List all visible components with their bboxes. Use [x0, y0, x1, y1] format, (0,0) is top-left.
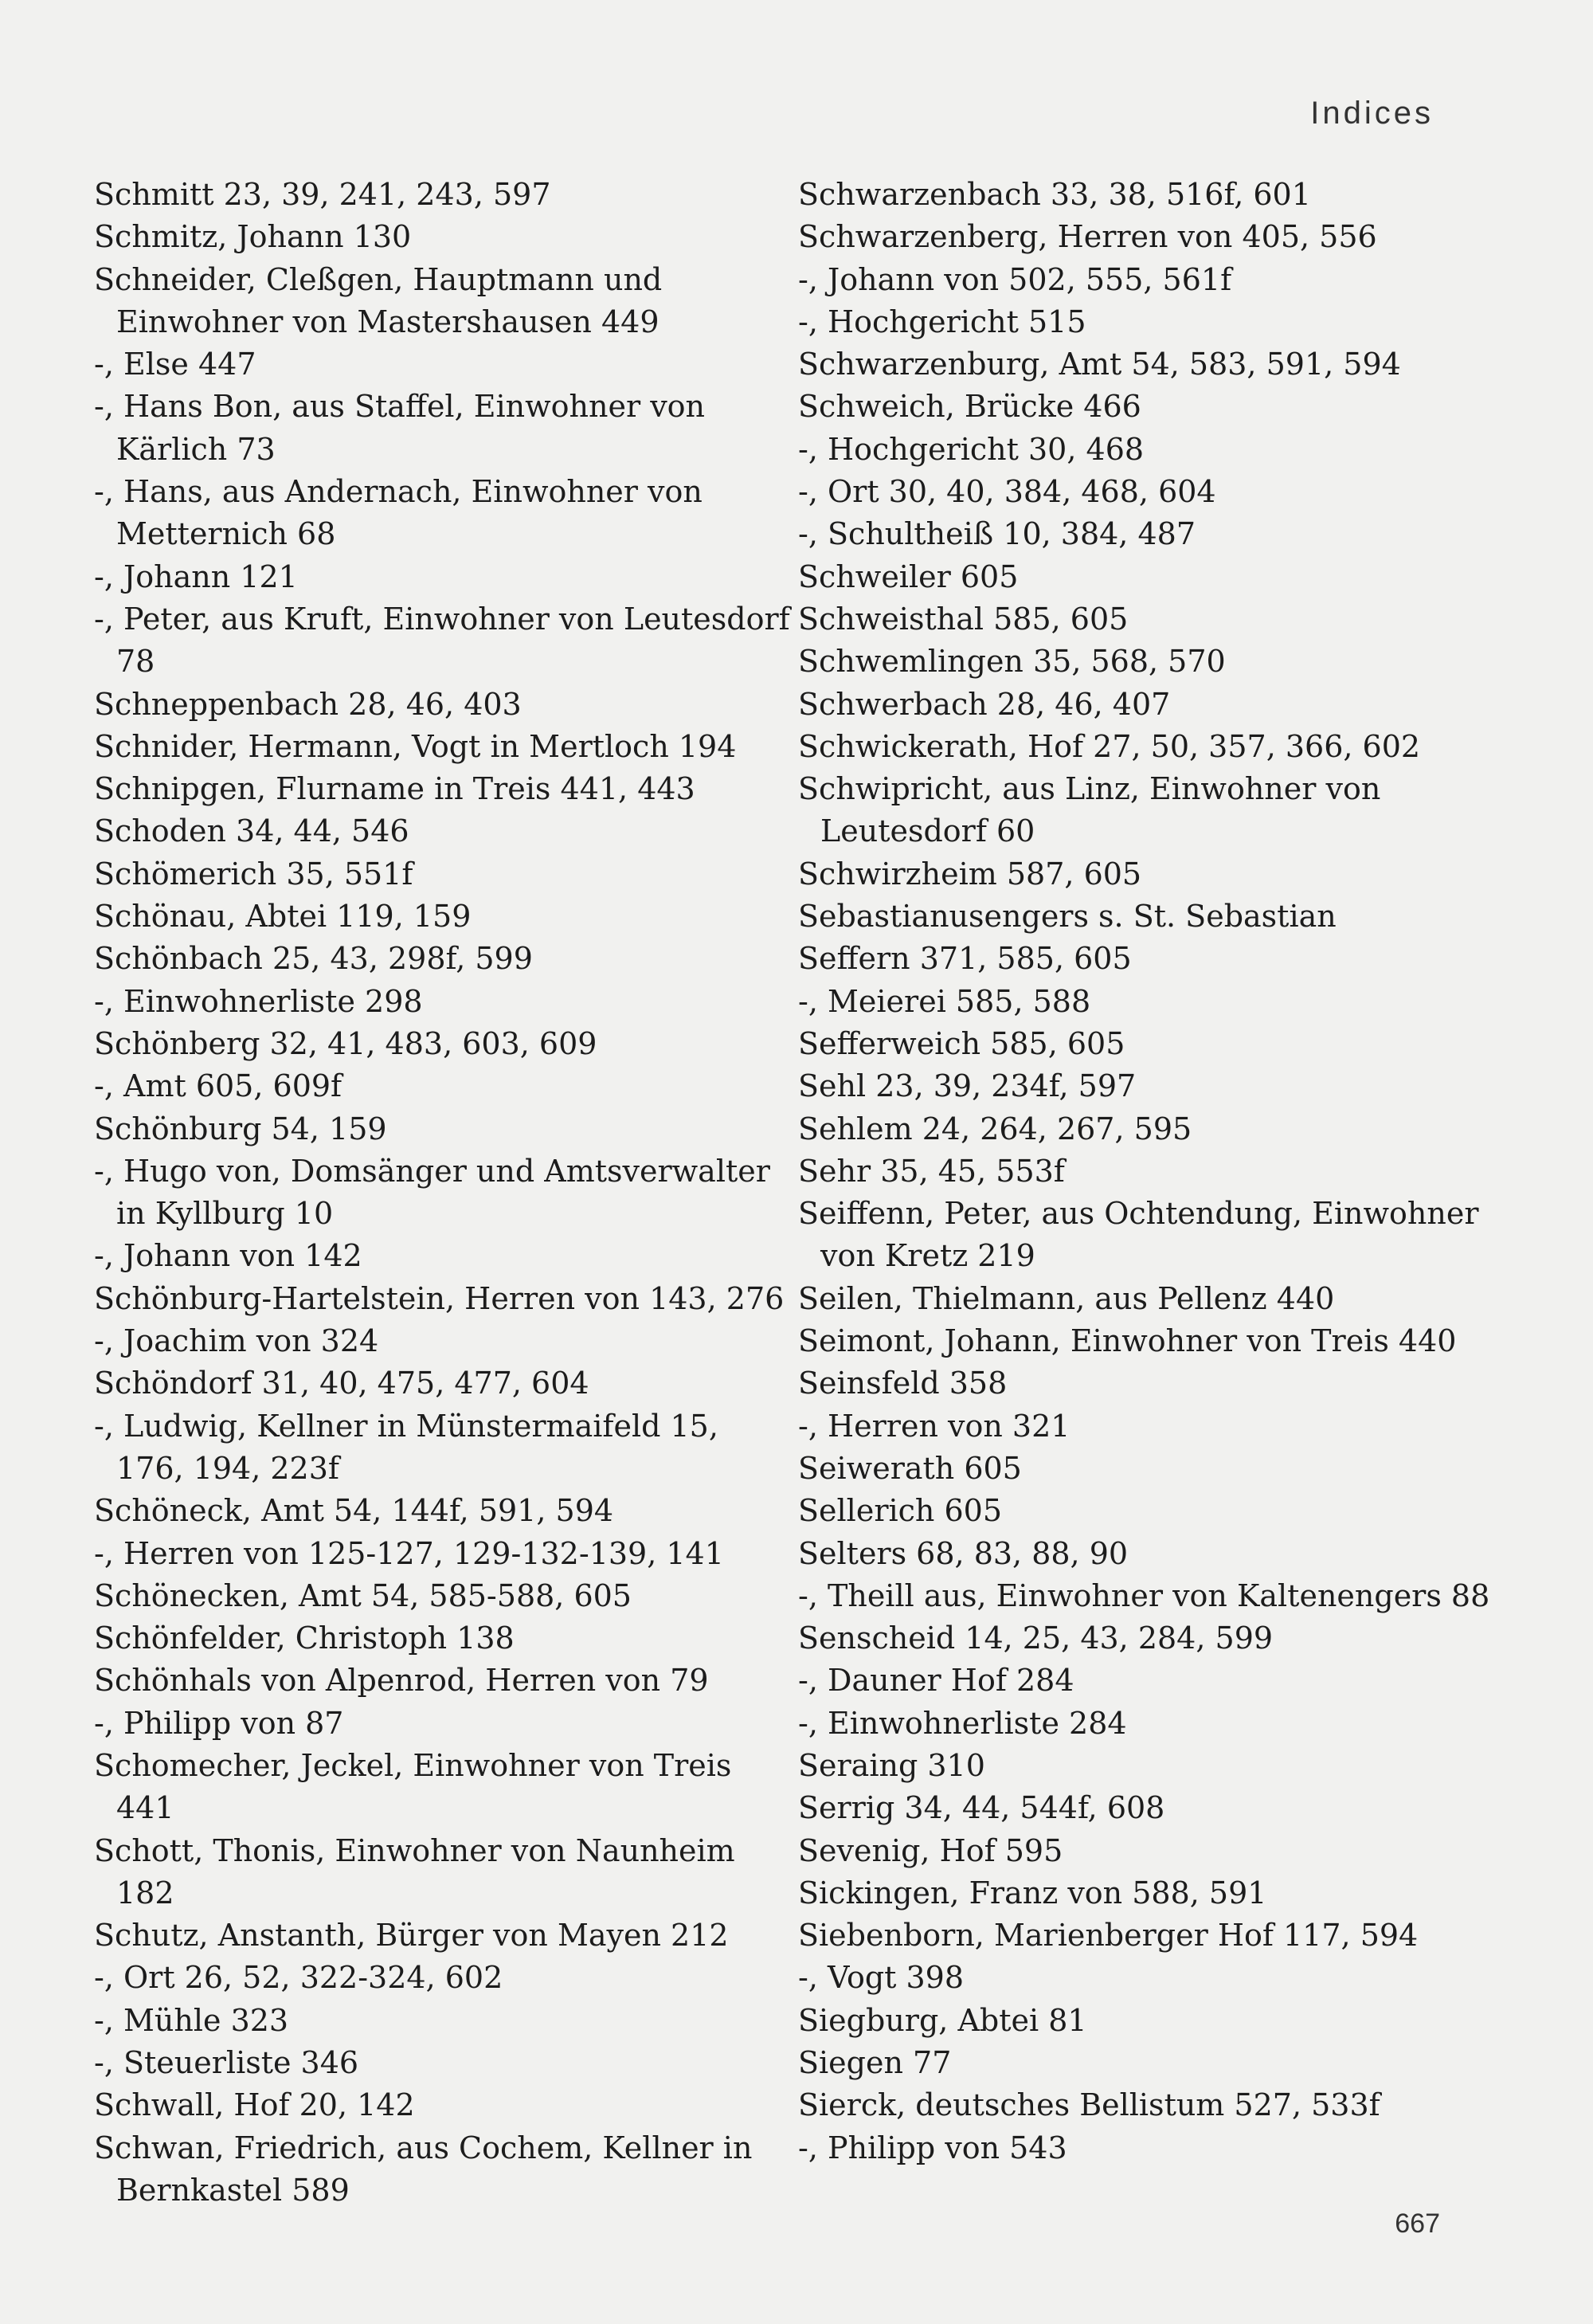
index-entry: Schweisthal 585, 605 [798, 601, 1129, 637]
index-entry: Sehr 35, 45, 553f [798, 1153, 1065, 1189]
index-entry: Siegen 77 [798, 2045, 952, 2081]
index-entry: Seiwerath 605 [798, 1450, 1022, 1486]
index-entry: Schömerich 35, 551f [94, 856, 413, 892]
index-entry: -, Ort 26, 52, 322-324, 602 [94, 1960, 503, 1996]
index-entry: Seinsfeld 358 [798, 1366, 1008, 1401]
index-entry: Schönfelder, Christoph 138 [94, 1621, 515, 1656]
index-entry: Schneider, Cleßgen, Hauptmann und Einwohner von Mastershausen 449 [94, 261, 663, 339]
index-entry: -, Vogt 398 [798, 1960, 965, 1996]
index-entry: Seraing 310 [798, 1747, 985, 1783]
index-entry: -, Herren von 125-127, 129-132-139, 141 [94, 1535, 724, 1571]
index-entry: Schwarzenburg, Amt 54, 583, 591, 594 [798, 347, 1401, 382]
index-entry: Sellerich 605 [798, 1493, 1002, 1529]
index-entry: Schomecher, Jeckel, Einwohner von Treis 441 [94, 1747, 732, 1826]
index-entry: Schwipricht, aus Linz, Einwohner von Leutesdorf 60 [798, 771, 1381, 849]
index-entry: Schwarzenbach 33, 38, 516f, 601 [798, 177, 1311, 212]
index-entry: Siebenborn, Marienberger Hof 117, 594 [798, 1918, 1419, 1954]
index-entry: Schnider, Hermann, Vogt in Mertloch 194 [94, 728, 737, 764]
index-entry: -, Hans Bon, aus Staffel, Einwohner von Kärlich 73 [94, 389, 706, 467]
index-entry: Schwickerath, Hof 27, 50, 357, 366, 602 [798, 728, 1421, 764]
index-entry: -, Amt 605, 609f [94, 1068, 342, 1104]
index-entry: Schmitz, Johann 130 [94, 219, 412, 255]
index-entry: -, Else 447 [94, 347, 256, 382]
index-entry: -, Philipp von 87 [94, 1705, 344, 1741]
index-entry: -, Ort 30, 40, 384, 468, 604 [798, 474, 1216, 510]
running-header: Indices [1310, 96, 1434, 131]
index-entry: Seilen, Thielmann, aus Pellenz 440 [798, 1280, 1335, 1316]
index-entry: Schönburg 54, 159 [94, 1111, 387, 1146]
index-entry: Serrig 34, 44, 544f, 608 [798, 1790, 1165, 1826]
index-entry: Schott, Thonis, Einwohner von Naunheim 182 [94, 1832, 735, 1911]
index-entry: -, Philipp von 543 [798, 2130, 1067, 2165]
index-entry: -, Hugo von, Domsänger und Amtsverwalter in Kyllburg 10 [94, 1153, 770, 1232]
index-entry: Schnipgen, Flurname in Treis 441, 443 [94, 771, 695, 807]
index-entry: Schwemlingen 35, 568, 570 [798, 644, 1226, 680]
index-entry: Siegburg, Abtei 81 [798, 2002, 1087, 2038]
index-column-left [94, 174, 795, 2212]
index-entry: -, Meierei 585, 588 [798, 983, 1091, 1019]
index-entry: -, Johann von 142 [94, 1238, 362, 1274]
index-entry: Schwerbach 28, 46, 407 [798, 686, 1171, 722]
index-entry: Schneppenbach 28, 46, 403 [94, 686, 522, 722]
index-entry: Sevenig, Hof 595 [798, 1832, 1063, 1868]
index-entry: Schönau, Abtei 119, 159 [94, 899, 472, 935]
index-entry: -, Einwohnerliste 284 [798, 1705, 1127, 1741]
index-entry: Sebastianusengers s. St. Sebastian [798, 899, 1337, 935]
index-entry: -, Einwohnerliste 298 [94, 983, 423, 1019]
index-entry: Sehlem 24, 264, 267, 595 [798, 1111, 1192, 1146]
index-entry: -, Mühle 323 [94, 2002, 289, 2038]
index-entry: Schwan, Friedrich, aus Cochem, Kellner in Bernkastel 589 [94, 2130, 753, 2208]
index-entry: Sefferweich 585, 605 [798, 1025, 1125, 1061]
index-entry: -, Johann 121 [94, 558, 298, 594]
index-entry: Schönberg 32, 41, 483, 603, 609 [94, 1025, 597, 1061]
index-entry: Schweich, Brücke 466 [798, 389, 1141, 425]
index-entry: -, Peter, aus Kruft, Einwohner von Leutesdorf 78 [94, 601, 790, 680]
index-entry: Schöneck, Amt 54, 144f, 591, 594 [94, 1493, 614, 1529]
index-entry: Schönburg-Hartelstein, Herren von 143, 276 [94, 1280, 785, 1316]
index-entry: Schöndorf 31, 40, 475, 477, 604 [94, 1366, 589, 1401]
index-entry: Schutz, Anstanth, Bürger von Mayen 212 [94, 1918, 729, 1954]
index-entry: Seiffenn, Peter, aus Ochtendung, Einwohner von Kretz 219 [798, 1196, 1479, 1274]
index-column-right [798, 174, 1499, 2169]
index-entry: Selters 68, 83, 88, 90 [798, 1535, 1129, 1571]
index-entry: Schoden 34, 44, 546 [94, 813, 409, 849]
index-entry: Schönhals von Alpenrod, Herren von 79 [94, 1663, 709, 1699]
index-entry: -, Hochgericht 30, 468 [798, 431, 1145, 467]
page-number: 667 [1395, 2208, 1440, 2239]
index-entry: -, Dauner Hof 284 [798, 1663, 1074, 1699]
index-entry: Sierck, deutsches Bellistum 527, 533f [798, 2087, 1380, 2123]
index-entry: Schwall, Hof 20, 142 [94, 2087, 415, 2123]
index-entry: -, Herren von 321 [798, 1408, 1070, 1444]
index-entry: Sickingen, Franz von 588, 591 [798, 1875, 1267, 1911]
index-entry: -, Theill aus, Einwohner von Kaltenengers 88 [798, 1577, 1490, 1613]
index-entry: -, Hochgericht 515 [798, 304, 1086, 339]
index-entry: -, Joachim von 324 [94, 1323, 379, 1359]
index-entry: -, Johann von 502, 555, 561f [798, 261, 1232, 297]
index-entry: Schwirzheim 587, 605 [798, 856, 1142, 892]
index-entry: Schönecken, Amt 54, 585-588, 605 [94, 1577, 632, 1613]
index-entry: Seimont, Johann, Einwohner von Treis 440 [798, 1323, 1457, 1359]
index-entry: Schweiler 605 [798, 558, 1019, 594]
index-entry: Schmitt 23, 39, 241, 243, 597 [94, 177, 551, 212]
index-entry: -, Ludwig, Kellner in Münstermaifeld 15, 176, 194, 223f [94, 1408, 718, 1486]
index-entry: -, Schultheiß 10, 384, 487 [798, 516, 1196, 552]
index-entry: Sehl 23, 39, 234f, 597 [798, 1068, 1137, 1104]
index-entry: Schwarzenberg, Herren von 405, 556 [798, 219, 1377, 255]
index-entry: Schönbach 25, 43, 298f, 599 [94, 941, 533, 977]
index-entry: Senscheid 14, 25, 43, 284, 599 [798, 1621, 1274, 1656]
index-entry: -, Hans, aus Andernach, Einwohner von Metternich 68 [94, 474, 703, 552]
index-entry: Seffern 371, 585, 605 [798, 941, 1132, 977]
index-entry: -, Steuerliste 346 [94, 2045, 359, 2081]
